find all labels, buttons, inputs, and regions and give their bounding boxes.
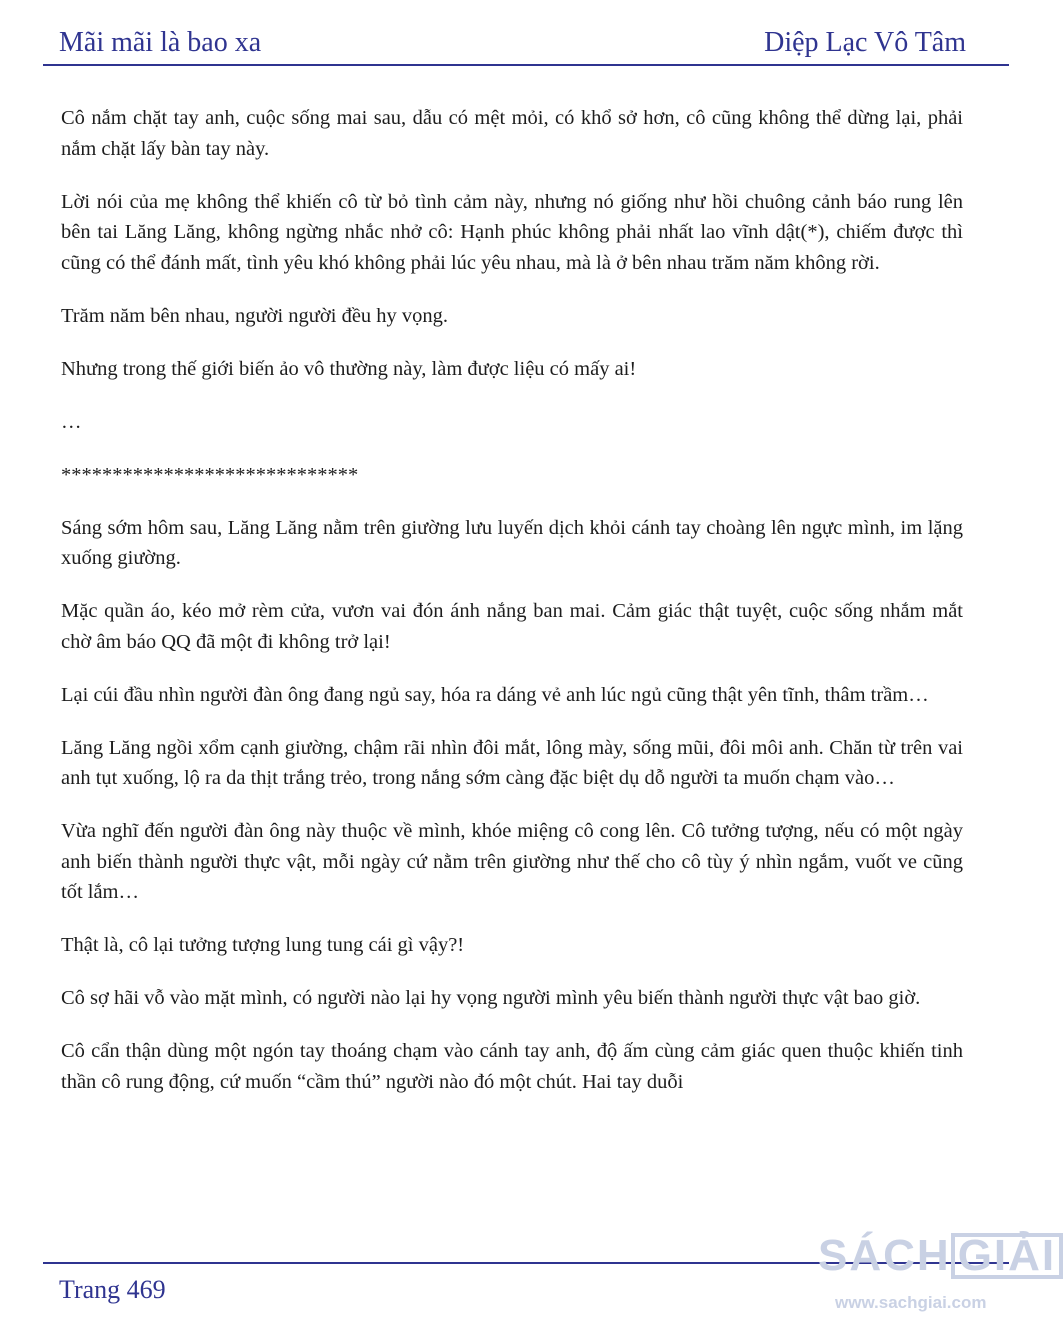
watermark-logo-left: SÁCH bbox=[818, 1231, 951, 1280]
paragraph-3: Trăm năm bên nhau, người người đều hy vọng. bbox=[61, 304, 449, 327]
section-separator: ***************************** bbox=[61, 463, 359, 486]
paragraph-4: Nhưng trong thế giới biến ảo vô thường này, làm được liệu có mấy ai! bbox=[61, 357, 637, 380]
paragraph-9: Vừa nghĩ đến người đàn ông này thuộc về mình, khóe miệng cô cong lên. Cô tưởng tượng, nếu có một ngày anh biến thành người thực vật, mỗi ngày cứ nằm trên giường như thế cho cô tùy ý nhìn ngắm, vuốt ve cũng tốt lắm… bbox=[61, 820, 963, 903]
watermark-logo-boxed: GIẢI bbox=[951, 1233, 1063, 1279]
paragraph-2: Lời nói của mẹ không thể khiến cô từ bỏ tình cảm này, nhưng nó giống như hồi chuông cảnh báo rung lên bên tai Lăng Lăng, không ngừng nhắc nhở cô: Hạnh phúc không phải nhất lao vĩnh dật(*), chiếm được thì cũng có thể đánh mất, tình yêu khó không phải lúc yêu nhau, mà là ở bên nhau trăm năm không rời. bbox=[61, 190, 963, 274]
paragraph-5: Sáng sớm hôm sau, Lăng Lăng nằm trên giường lưu luyến dịch khỏi cánh tay choàng lên ngực mình, im lặng xuống giường. bbox=[61, 516, 963, 569]
watermark-logo bbox=[818, 1218, 1057, 1325]
paragraph-10: Thật là, cô lại tưởng tượng lung tung cái gì vậy?! bbox=[61, 934, 465, 956]
paragraph-11: Cô sợ hãi vỗ vào mặt mình, có người nào lại hy vọng người mình yêu biến thành người thực vật bao giờ. bbox=[61, 987, 921, 1009]
page-header bbox=[0, 0, 1024, 66]
header-divider bbox=[43, 64, 1009, 66]
author-name: Diệp Lạc Vô Tâm bbox=[764, 27, 966, 58]
book-title: Mãi mãi là bao xa bbox=[59, 27, 262, 58]
paragraph-7: Lại cúi đầu nhìn người đàn ông đang ngủ say, hóa ra dáng vẻ anh lúc ngủ cũng thật yên tĩnh, thâm trầm… bbox=[61, 683, 929, 706]
watermark-logo-text bbox=[818, 1231, 1057, 1280]
paragraph-8: Lăng Lăng ngồi xổm cạnh giường, chậm rãi nhìn đôi mắt, lông mày, sống mũi, đôi môi anh. Chăn từ trên vai anh tụt xuống, lộ ra da thịt trắng trẻo, trong nắng sớm càng đặc biệt dụ dỗ người ta muốn chạm vào… bbox=[61, 736, 963, 789]
page-number: Trang 469 bbox=[59, 1275, 166, 1304]
page-body bbox=[61, 103, 963, 1120]
ellipsis-line: … bbox=[61, 410, 82, 433]
watermark-url: www.sachgiai.com bbox=[835, 1293, 987, 1312]
paragraph-1: Cô nắm chặt tay anh, cuộc sống mai sau, dẫu có mệt mỏi, có khổ sở hơn, cô cũng không thể dừng lại, phải nắm chặt lấy bàn tay này. bbox=[61, 107, 963, 160]
paragraph-12: Cô cẩn thận dùng một ngón tay thoáng chạm vào cánh tay anh, độ ấm cùng cảm giác quen thuộc khiến tinh thần cô rung động, cứ muốn “cầm thú” người nào đó một chút. Hai tay duỗi bbox=[61, 1040, 963, 1093]
paragraph-6: Mặc quần áo, kéo mở rèm cửa, vươn vai đón ánh nắng ban mai. Cảm giác thật tuyệt, cuộc sống nhắm mắt chờ âm báo QQ đã một đi không trở lại! bbox=[61, 600, 963, 653]
